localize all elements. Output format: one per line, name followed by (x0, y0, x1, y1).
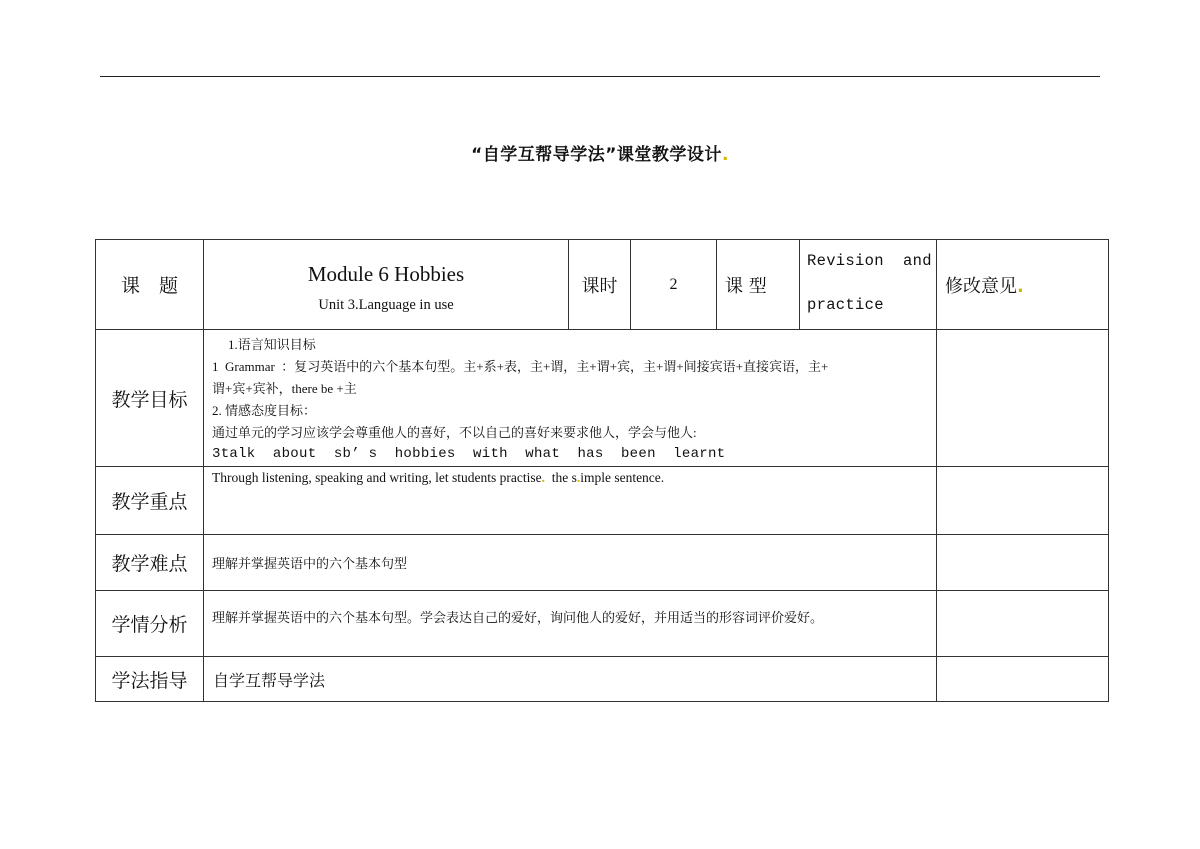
module-cell (204, 240, 569, 330)
objective-line: 通过单元的学习应该学会尊重他人的喜好，不以自己的喜好来要求他人，学会与他人: (212, 425, 697, 440)
type-value (800, 240, 937, 330)
type-label: 课 型 (717, 240, 800, 330)
topic-label: 课 题 (96, 240, 204, 330)
objectives-content (204, 330, 937, 467)
key-points-row (96, 467, 1109, 535)
objective-line: 1 Grammar ：复习英语中的六个基本句型。主+系+表，主+谓，主+谓+宾，主+谓+间接宾语+直接宾语，主+ (212, 359, 829, 374)
lesson-plan-table (95, 239, 1109, 702)
method-content: 自学互帮导学法 (204, 657, 937, 702)
analysis-row (96, 591, 1109, 657)
difficulties-content: 理解并掌握英语中的六个基本句型 (204, 535, 937, 591)
method-revision (937, 657, 1109, 702)
key-points-text-part2: the s (544, 470, 577, 485)
unit-title: Unit 3.Language in use (318, 296, 454, 313)
edit-mark: . (576, 470, 581, 485)
difficulties-revision (937, 535, 1109, 591)
revision-label-text: 修改意见 (945, 275, 1017, 297)
edit-mark: . (541, 470, 545, 485)
analysis-label: 学情分析 (96, 591, 204, 657)
key-points-content (204, 467, 937, 535)
period-label: 课时 (569, 240, 631, 330)
difficulties-row (96, 535, 1109, 591)
key-points-revision (937, 467, 1109, 535)
method-label: 学法指导 (96, 657, 204, 702)
objective-line: 2. 情感态度目标： (212, 403, 317, 418)
edit-mark: . (721, 145, 729, 165)
method-row (96, 657, 1109, 702)
objective-line: 1.语言知识目标 (228, 337, 316, 352)
objectives-revision (937, 330, 1109, 467)
key-points-text-part1: Through listening, speaking and writing, let students practise (212, 470, 542, 485)
objectives-row (96, 330, 1109, 467)
revision-label (937, 240, 1109, 330)
module-title: Module 6 Hobbies (307, 261, 465, 286)
analysis-revision (937, 591, 1109, 657)
type-value-line2: practice (807, 296, 884, 314)
key-points-label: 教学重点 (96, 467, 204, 535)
document-title (0, 140, 1200, 165)
document-title-text: “自学互帮导学法”课堂教学设计 (471, 145, 722, 165)
edit-mark: . (1017, 275, 1024, 297)
objective-line: 3talk about sb’ s hobbies with what has been learnt (212, 446, 726, 462)
key-points-text-part3: imple sentence. (580, 470, 665, 485)
period-value: 2 (631, 240, 717, 330)
objective-line: 谓+宾+宾补，there be +主 (212, 381, 357, 396)
header-row (96, 240, 1109, 330)
difficulties-label: 教学难点 (96, 535, 204, 591)
type-value-line1: Revision and (807, 252, 932, 270)
objectives-label: 教学目标 (96, 330, 204, 467)
analysis-content: 理解并掌握英语中的六个基本句型。学会表达自己的爱好，询问他人的爱好，并用适当的形容词评价爱好。 (204, 591, 937, 657)
header-rule (100, 76, 1100, 77)
